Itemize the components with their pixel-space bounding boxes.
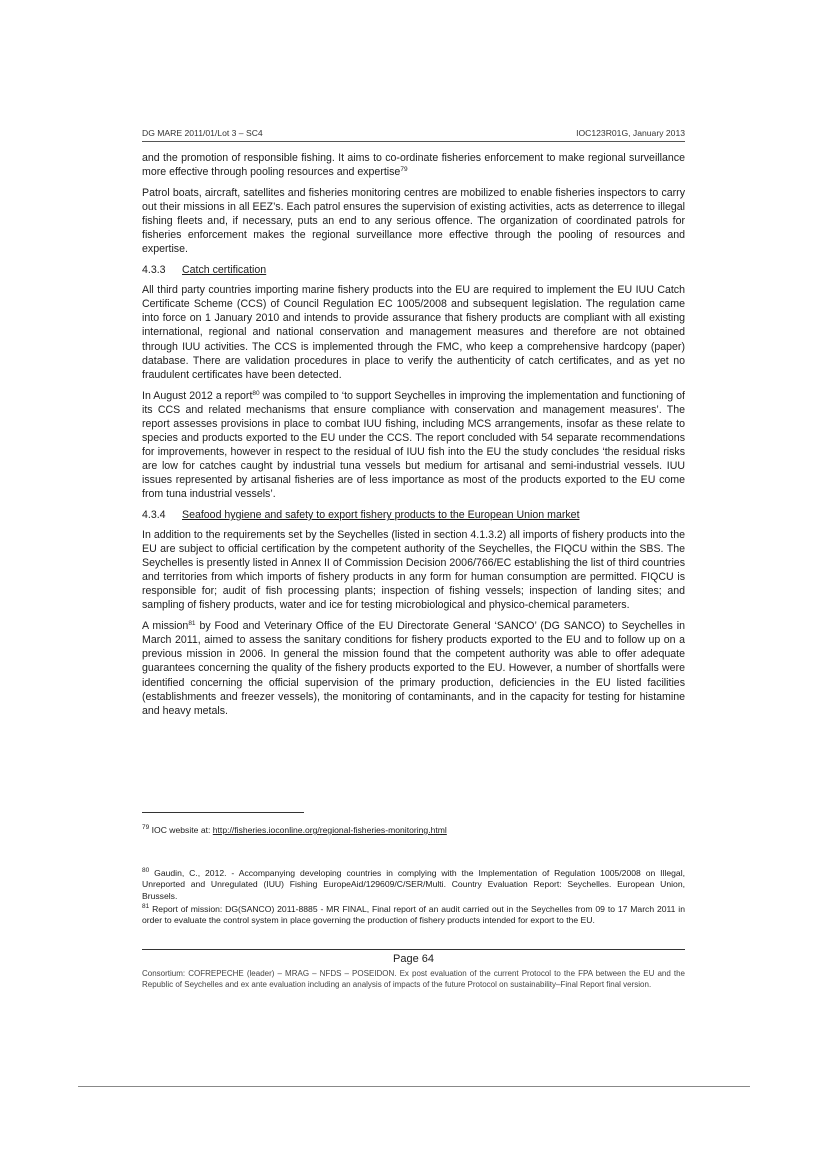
footnote-79 [142,825,685,836]
page-header [142,128,685,142]
paragraph-6-text-a: A mission [142,620,189,633]
body-text [142,151,685,725]
footnote-number: 81 [142,903,150,910]
paragraph-6 [142,619,685,717]
header-left: DG MARE 2011/01/Lot 3 – SC4 [142,128,263,138]
section-title: Seafood hygiene and safety to export fishery products to the European Union market [182,509,580,522]
footnote-text: Report of mission: DG(SANCO) 2011-8885 - MR FINAL, Final report of an audit carried out in the Seychelles from 09 to 17 March 2011 in order to evaluate the control system in place governing the production of fishery products intended for export to the EU. [142,904,686,926]
paragraph-1-text: and the promotion of responsible fishing. It aims to co-ordinate fisheries enforcement to make regional surveillance more effective through pooling resources and expertise [142,152,685,179]
footnote-number: 79 [142,824,150,831]
paragraph-4 [142,389,685,501]
paragraph-4-text-a: In August 2012 a report [142,389,253,402]
footnote-divider [142,812,304,813]
footnote-81 [142,904,685,927]
footnote-ref-80[interactable]: 80 [252,389,260,397]
paragraph-2: Patrol boats, aircraft, satellites and fisheries monitoring centres are mobilized to enable fisheries inspectors to carry out their missions in all EEZ’s. Each patrol ensures the supervision of existing activities, acts as deterrence to illegal fishing fleets and, if necessary, puts an end to any serious offence. The organization of coordinated patrols for fisheries enforcement makes the regional surveillance more effective through the pooling of resources and expertise. [142,187,685,256]
section-title: Catch certification [182,264,267,277]
footnote-80 [142,868,685,902]
section-number: 4.3.3 [142,264,166,277]
section-heading-4-3-3 [142,263,685,277]
section-number: 4.3.4 [142,509,166,522]
header-right: IOC123R01G, January 2013 [576,128,685,138]
page-bottom-divider [78,1086,750,1087]
footnote-number: 80 [142,867,150,874]
paragraph-6-text-b: by Food and Veterinary Office of the EU Directorate General ‘SANCO’ (DG SANCO) to Seychelles in March 2011, aimed to assess the sanitary conditions for fishery products exported to the EU and to follow up on a previous mission in 2006. In general the mission found that the competent authority was able to offer adequate guarantees concerning the quality of the fishery products exported to the EU. However, a number of shortfalls were identified concerning the official supervision of the primary production, deficiencies in the EU listed facilities (establishments and freezer vessels), the monitoring of contaminants, and in the capacity for testing for histamine and heavy metals. [142,620,685,717]
page-number: Page 64 [393,953,434,965]
footnote-text: IOC website at: [151,825,213,835]
paragraph-5: In addition to the requirements set by the Seychelles (listed in section 4.1.3.2) all imports of fishery products into the EU are subject to official certification by the competent authority of the Seychelles, the FIQCU within the SBS. The Seychelles is presently listed in Annex II of Commission Decision 2006/766/EC establishing the list of third countries and territories from which imports of fishery products in any form for human consumption are permitted. FIQCU is responsible for; audit of fish processing plants; inspection of fishing vessels; inspection of landing sites; and sampling of fishery products, water and ice for testing microbiological and physico-chemical parameters. [142,529,685,612]
footer-consortium: Consortium: COFREPECHE (leader) – MRAG – NFDS – POSEIDON. Ex post evaluation of the current Protocol to the FPA between the EU and the Republic of Seychelles and ex ante evaluation including an analysis of impacts of the future Protocol on sustainability–Final Report final version. [142,969,685,989]
footer-divider [142,949,685,950]
footnote-text: Gaudin, C., 2012. - Accompanying developing countries in complying with the Implementation of Regulation 1005/2008 on Illegal, Unreported and Unregulated (IUU) Fishing EuropeAid/129609/C/SER/Multi. Country Evaluation Report: Seychelles. European Union, Brussels. [142,868,685,901]
paragraph-3: All third party countries importing marine fishery products into the EU are required to implement the EU IUU Catch Certificate Scheme (CCS) of Council Regulation EC 1005/2008 and subsequent legislation. The regulation came into force on 1 January 2010 and intends to provide assurance that fishery products are compliant with all existing international, regional and national conservation and management measures and therefore are not obtained through IUU activities. The CCS is implemented through the FMC, who keep a comprehensive hardcopy (paper) database. There are validation procedures in place to verify the authenticity of catch certificates, and as yet no fraudulent certificates have been detected. [142,284,685,381]
footnote-ref-79[interactable]: 79 [400,166,408,174]
ioc-website-link[interactable]: http://fisheries.ioconline.org/regional-fisheries-monitoring.html [212,825,447,835]
paragraph-4-text-b: was compiled to ‘to support Seychelles in improving the implementation and functioning of its CCS and related mechanisms that ensure compliance with conservation and management measures’. The report assesses provisions in place to combat IUU fishing, including MCS arrangements, insofar as these relate to species and products exported to the EU under the CCS. The report concluded with 54 separate recommendations for improvements, however in respect to the residual of IUU fish into the EU the study concludes ‘the residual risks are low for catches caught by industrial tuna vessels but medium for artisanal and semi-industrial vessels. IUU issues represented by artisanal fisheries are of less importance as most of the products exported to the EU come from tuna industrial vessels’. [142,389,685,500]
footnote-ref-81[interactable]: 81 [188,620,196,628]
paragraph-1 [142,151,685,179]
section-heading-4-3-4 [142,508,685,522]
